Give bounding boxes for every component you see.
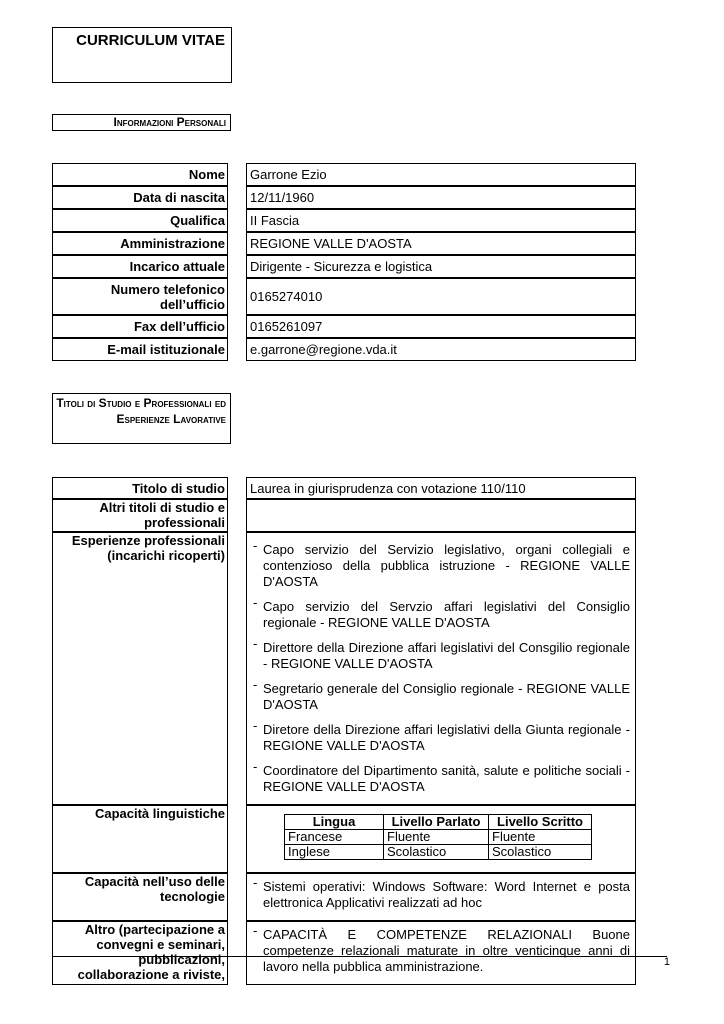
personal-label: Amministrazione bbox=[52, 232, 228, 255]
lingue-header: Livello Scritto bbox=[489, 815, 592, 830]
personal-value: e.garrone@regione.vda.it bbox=[246, 338, 636, 361]
personal-value: 0165274010 bbox=[246, 278, 636, 315]
list-item: - Capo servizio del Servzio affari legislativi del Consiglio regionale - REGIONE VALLE D'AOSTA bbox=[250, 599, 630, 631]
studies-table bbox=[52, 477, 636, 985]
personal-value: 12/11/1960 bbox=[246, 186, 636, 209]
personal-value: II Fascia bbox=[246, 209, 636, 232]
list-item: - Segretario generale del Consiglio regionale - REGIONE VALLE D'AOSTA bbox=[250, 681, 630, 713]
lingue-cell: Scolastico bbox=[384, 845, 489, 860]
list-item: - Sistemi operativi: Windows Software: Word Internet e posta elettronica Applicativi realizzati ad hoc bbox=[250, 879, 630, 911]
list-item: - Direttore della Direzione affari legislativi del Consgilio regionale - REGIONE VALLE D'AOSTA bbox=[250, 640, 630, 672]
personal-info-table bbox=[52, 163, 636, 361]
section-personal-header bbox=[52, 114, 231, 131]
tecnologie-cell bbox=[246, 873, 636, 921]
altri-titoli-label: Altri titoli di studio e professionali bbox=[52, 499, 228, 532]
personal-label: Nome bbox=[52, 163, 228, 186]
list-item: - Diretore della Direzione affari legislativi della Giunta regionale - REGIONE VALLE D'AOSTA bbox=[250, 722, 630, 754]
lingue-cell bbox=[246, 805, 636, 873]
personal-value: Dirigente - Sicurezza e logistica bbox=[246, 255, 636, 278]
personal-label: E-mail istituzionale bbox=[52, 338, 228, 361]
esperienze-cell bbox=[246, 532, 636, 805]
lingue-cell: Fluente bbox=[489, 830, 592, 845]
footer-rule bbox=[52, 956, 667, 957]
lingue-row bbox=[285, 845, 592, 860]
section-studies-label: Titoli di Studio e Professionali ed Esperienze Lavorative bbox=[56, 396, 226, 426]
altri-titoli-value bbox=[246, 499, 636, 532]
personal-value: 0165261097 bbox=[246, 315, 636, 338]
personal-value: Garrone Ezio bbox=[246, 163, 636, 186]
titolo-label: Titolo di studio bbox=[52, 477, 228, 499]
lingue-header: Livello Parlato bbox=[384, 815, 489, 830]
lingue-row bbox=[285, 830, 592, 845]
list-item: - CAPACITÀ E COMPETENZE RELAZIONALI Buone competenze relazionali maturate in oltre venticinque anni di lavoro nella pubblica amministrazione. bbox=[250, 927, 630, 975]
lingue-cell: Scolastico bbox=[489, 845, 592, 860]
esperienze-label: Esperienze professionali (incarichi ricoperti) bbox=[52, 532, 228, 805]
lingue-label: Capacità linguistiche bbox=[52, 805, 228, 873]
lingue-cell: Fluente bbox=[384, 830, 489, 845]
altro-cell bbox=[246, 921, 636, 985]
list-item: - Capo servizio del Servizio legislativo, organi collegiali e contenzioso della pubblica istruzione - REGIONE VALLE D'AOSTA bbox=[250, 542, 630, 590]
section-personal-label: Informazioni Personali bbox=[113, 115, 226, 129]
tecnologie-label: Capacità nell’uso delle tecnologie bbox=[52, 873, 228, 921]
cv-title: CURRICULUM VITAE bbox=[76, 32, 225, 49]
personal-value: REGIONE VALLE D'AOSTA bbox=[246, 232, 636, 255]
page-number: 1 bbox=[663, 956, 670, 968]
cv-title-box bbox=[52, 27, 232, 83]
personal-label: Fax dell’ufficio bbox=[52, 315, 228, 338]
personal-label: Data di nascita bbox=[52, 186, 228, 209]
altro-list bbox=[250, 927, 630, 975]
altro-label: Altro (partecipazione a convegni e seminari, pubblicazioni, collaborazione a riviste, bbox=[52, 921, 228, 985]
lingue-header: Lingua bbox=[285, 815, 384, 830]
lingue-table bbox=[284, 814, 592, 860]
esperienze-list bbox=[250, 542, 630, 795]
list-item: - Coordinatore del Dipartimento sanità, salute e politiche sociali - REGIONE VALLE D'AOSTA bbox=[250, 763, 630, 795]
lingue-cell: Francese bbox=[285, 830, 384, 845]
lingue-cell: Inglese bbox=[285, 845, 384, 860]
personal-label: Qualifica bbox=[52, 209, 228, 232]
personal-label: Numero telefonico dell’ufficio bbox=[52, 278, 228, 315]
personal-label: Incarico attuale bbox=[52, 255, 228, 278]
section-studies-header bbox=[52, 393, 231, 444]
tecnologie-list bbox=[250, 879, 630, 911]
titolo-value: Laurea in giurisprudenza con votazione 110/110 bbox=[246, 477, 636, 499]
